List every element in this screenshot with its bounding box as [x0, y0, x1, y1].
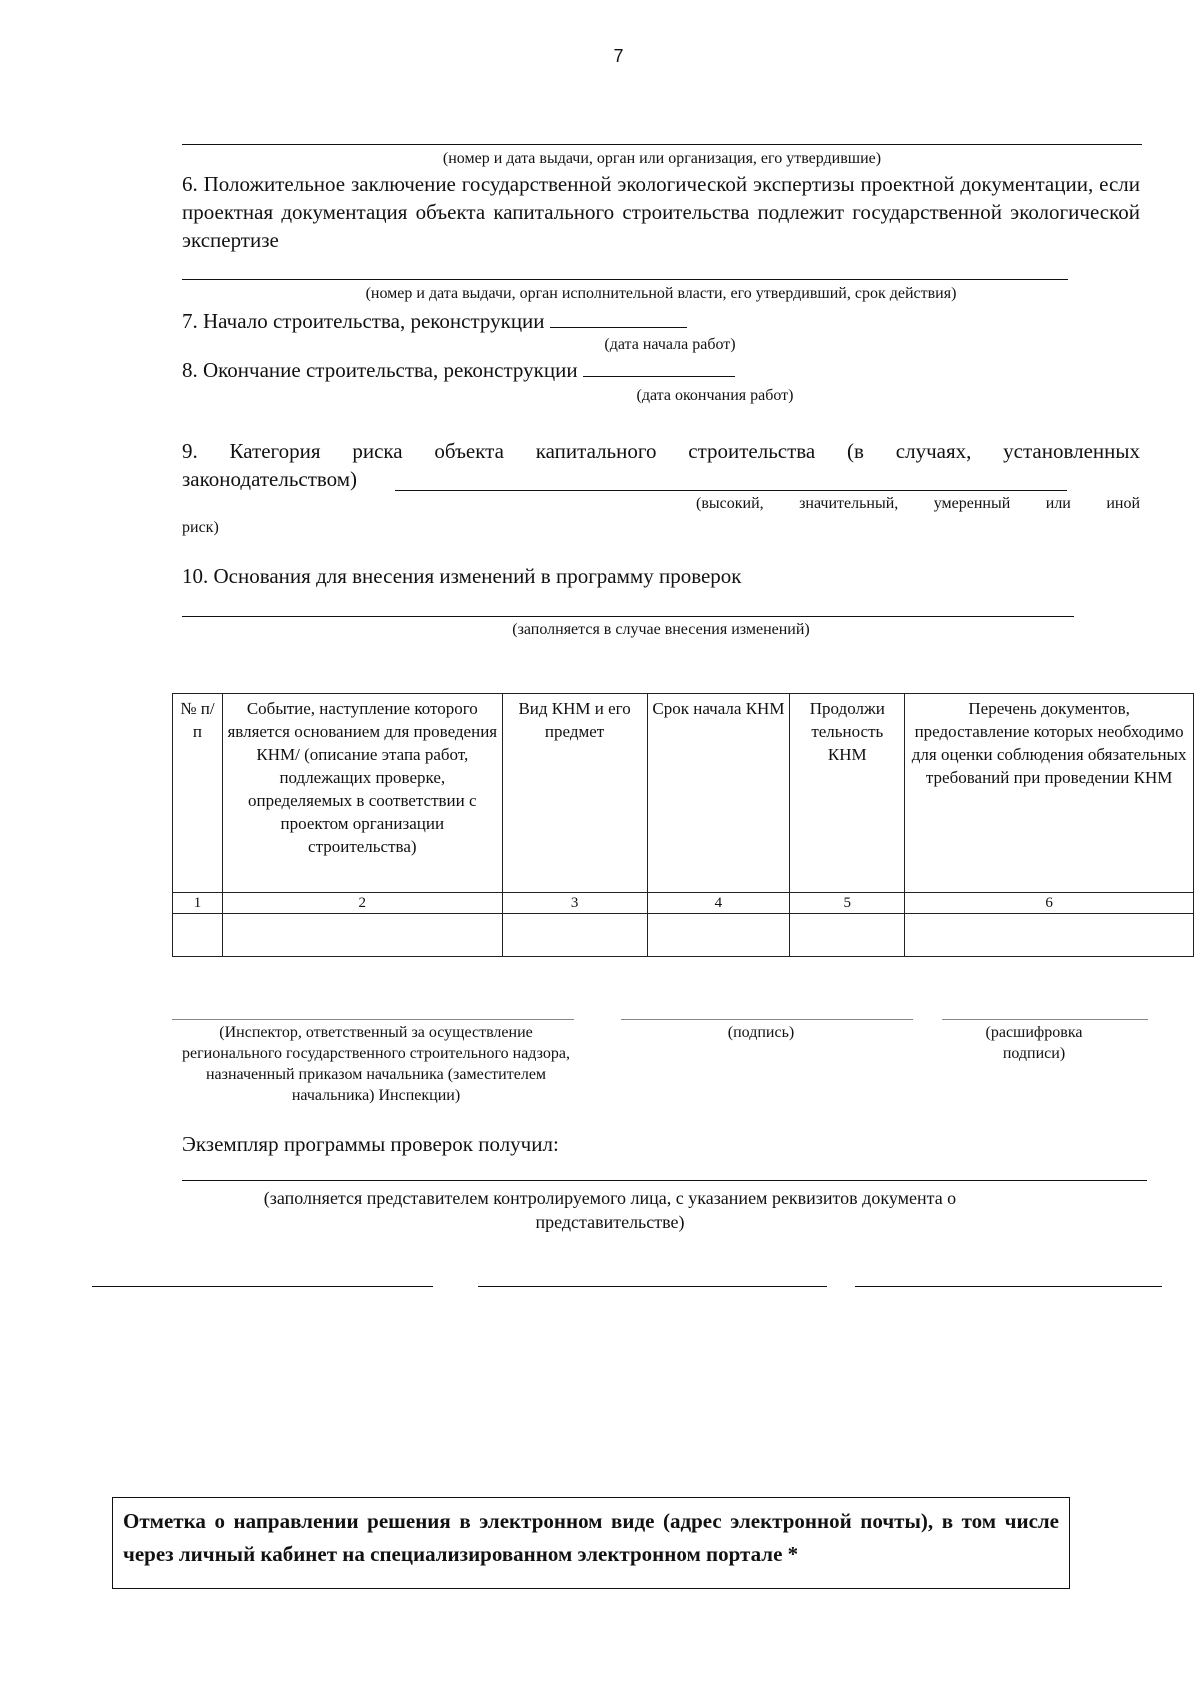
header-event: Событие, наступление которого является основанием для проведения КНМ/ (описание этапа работ, подлежащих проверке, определяемых в соответствии с проектом организации строительства) [222, 694, 502, 893]
signature-caption: (подпись) [727, 1024, 795, 1041]
item8-date-field[interactable] [583, 358, 735, 377]
received-line[interactable] [182, 1180, 1147, 1181]
column-number: 2 [222, 893, 502, 914]
header-start-date: Срок начала КНМ [647, 694, 790, 893]
item8-text: 8. Окончание строительства, реконструкции [182, 358, 578, 382]
inspection-table [172, 693, 1194, 957]
column-number: 5 [790, 893, 905, 914]
bottom-line-3[interactable] [855, 1286, 1162, 1287]
item9-text-line2: законодательством) [182, 467, 358, 491]
inspector-caption: (Инспектор, ответственный за осуществление регионального государственного строительного надзора, назначенный приказом начальника (заместителем начальника) Инспекции) [182, 1024, 570, 1104]
transcript-caption: (расшифровка подписи) [985, 1024, 1083, 1062]
item7-text: 7. Начало строительства, реконструкции [182, 309, 545, 333]
table-cell[interactable] [502, 914, 647, 957]
header-number: № п/п [173, 694, 223, 893]
column-number: 3 [502, 893, 647, 914]
table-cell[interactable] [790, 914, 905, 957]
page-number: 7 [613, 46, 624, 66]
table-row [173, 914, 1194, 957]
item10-line[interactable] [182, 616, 1074, 617]
item9-row2 [182, 466, 357, 492]
table-cell[interactable] [173, 914, 223, 957]
electronic-notice-box [112, 1497, 1070, 1589]
table-number-row [173, 893, 1194, 914]
inspector-line[interactable] [172, 1019, 574, 1020]
item8-row [182, 357, 735, 383]
electronic-notice-text: Отметка о направлении решения в электронном виде (адрес электронной почты), в том числе через личный кабинет на специализированном электронном портале * [123, 1509, 1059, 1566]
header-duration: Продолжи тельность КНМ [790, 694, 905, 893]
item6-caption: (номер и дата выдачи, орган исполнительной власти, его утвердивший, срок действия) [365, 285, 957, 302]
item7-row [182, 308, 687, 334]
transcript-line[interactable] [942, 1019, 1148, 1020]
bottom-line-1[interactable] [92, 1286, 433, 1287]
item8-caption: (дата окончания работ) [636, 387, 794, 404]
item7-date-field[interactable] [550, 309, 687, 328]
item9-caption-part1: (высокий, значительный, умеренный или иной [696, 495, 1140, 512]
item9-caption-part2: риск) [182, 519, 219, 536]
signature-line[interactable] [621, 1019, 913, 1020]
header-documents: Перечень документов, предоставление которых необходимо для оценки соблюдения обязательных требований при проведении КНМ [905, 694, 1194, 893]
issuer-line [182, 144, 1142, 145]
received-caption: (заполняется представителем контролируемого лица, с указанием реквизитов документа о представительстве) [263, 1188, 957, 1232]
item10-text: 10. Основания для внесения изменений в программу проверок [182, 564, 742, 588]
table-cell[interactable] [905, 914, 1194, 957]
received-text: Экземпляр программы проверок получил: [182, 1132, 559, 1156]
item7-caption: (дата начала работ) [604, 336, 736, 353]
item10-caption: (заполняется в случае внесения изменений) [512, 621, 810, 638]
header-knm-type: Вид КНМ и его предмет [502, 694, 647, 893]
table-header-row [173, 694, 1194, 893]
column-number: 4 [647, 893, 790, 914]
column-number: 1 [173, 893, 223, 914]
item9-text-line1: 9. Категория риска объекта капитального строительства (в случаях, установленных [182, 439, 1140, 463]
item6-text: 6. Положительное заключение государственной экологической экспертизы проектной документации, если проектная документация объекта капитального строительства подлежит государственной экологической экспертизе [182, 172, 1140, 252]
column-number: 6 [905, 893, 1194, 914]
table-cell[interactable] [222, 914, 502, 957]
item6-line [182, 279, 1068, 280]
item9-line[interactable] [395, 490, 1067, 491]
table-cell[interactable] [647, 914, 790, 957]
issuer-caption: (номер и дата выдачи, орган или организация, его утвердившие) [442, 150, 882, 167]
bottom-line-2[interactable] [478, 1286, 827, 1287]
